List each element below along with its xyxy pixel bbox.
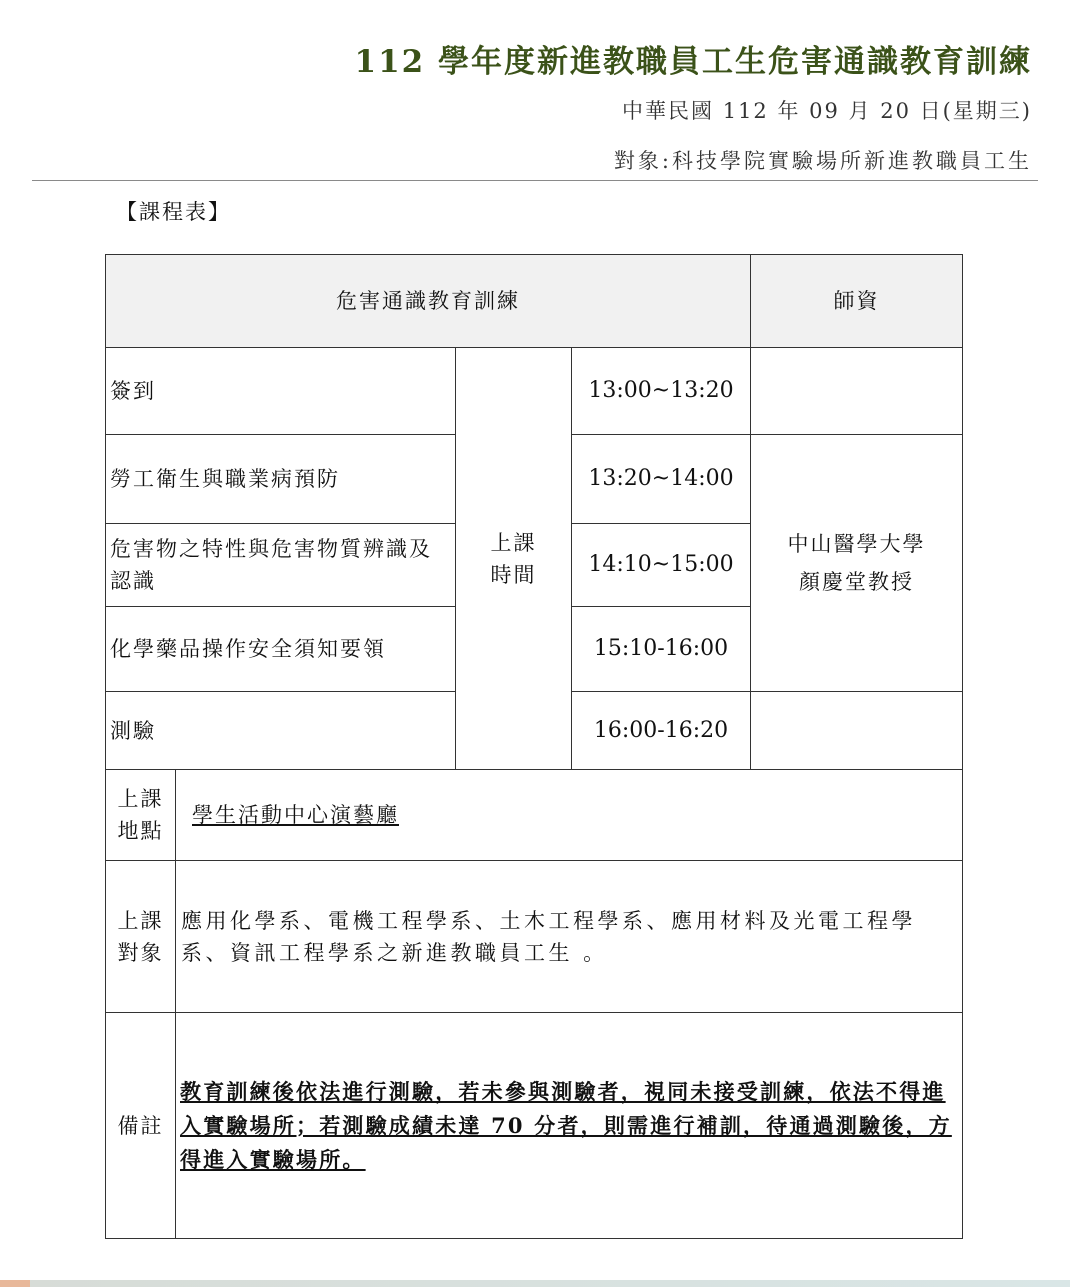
session-time: 16:00-16:20: [571, 691, 751, 770]
notes-value: 教育訓練後依法進行測驗，若未參與測驗者，視同未接受訓練，依法不得進入實驗場所；若測驗成績未達 70 分者，則需進行補訓，待通過測驗後，方得進入實驗場所。: [180, 1078, 952, 1172]
notes-label: 備註: [105, 1012, 176, 1239]
audience-label: 上課對象: [105, 860, 176, 1013]
header-teacher: 師資: [750, 254, 963, 348]
location-cell: [175, 769, 963, 861]
location-label: 上課地點: [105, 769, 176, 861]
session-topic: 化學藥品操作安全須知要領: [105, 606, 456, 692]
notes-cell: [175, 1012, 963, 1239]
teacher-empty-cell: [750, 347, 963, 435]
header-divider: [32, 180, 1038, 181]
bottom-decor-bar: [0, 1280, 1070, 1287]
page-title: 112 學年度新進教職員工生危害通識教育訓練: [354, 44, 1032, 80]
event-date: 中華民國 112 年 09 月 20 日(星期三): [622, 99, 1032, 123]
time-label: 上課時間: [455, 347, 572, 770]
session-time: 13:20~14:00: [571, 434, 751, 524]
section-label: 【課程表】: [116, 200, 231, 224]
session-topic: 測驗: [105, 691, 456, 770]
target-audience: 對象:科技學院實驗場所新進教職員工生: [613, 149, 1032, 173]
header-course: 危害通識教育訓練: [105, 254, 751, 348]
teacher-name: 中山醫學大學顏慶堂教授: [750, 434, 963, 692]
audience-value: 應用化學系、電機工程學系、土木工程學系、應用材料及光電工程學系、資訊工程學系之新進教職員工生 。: [175, 860, 963, 1013]
session-time: 14:10~15:00: [571, 523, 751, 607]
session-topic: 勞工衛生與職業病預防: [105, 434, 456, 524]
session-time: 15:10-16:00: [571, 606, 751, 692]
session-time: 13:00~13:20: [571, 347, 751, 435]
session-topic: 危害物之特性與危害物質辨識及認識: [105, 523, 456, 607]
teacher-empty-cell: [750, 691, 963, 770]
session-topic: 簽到: [105, 347, 456, 435]
location-value: 學生活動中心演藝廳: [192, 803, 399, 827]
